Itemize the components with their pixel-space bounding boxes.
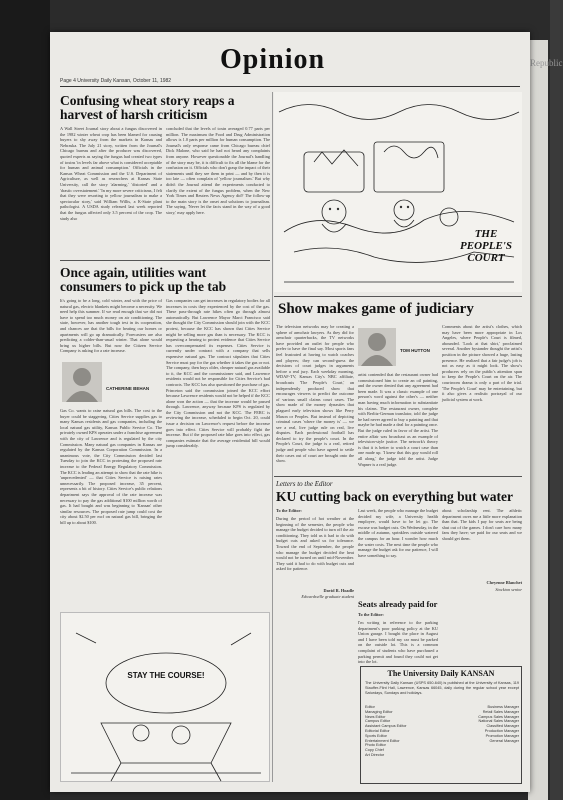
peoples-court-cartoon (274, 92, 522, 292)
adjacent-page-text: Republic (530, 58, 563, 68)
staff-role: Editor (365, 705, 375, 709)
seats-headline: Seats already paid for (358, 599, 438, 609)
wheat-column-2: concluded that the levels of toxin averaged 0.77 parts per million. The maximum the Food and Drug Administration allows is 1.0 parts per million for human consumption. The Journal's only response came from Chicago bureau chief Dick Malone, who said he had not heard any complaints from anyone. However questionable the Journal's handling of the story may be, it is difficult to fix all the blame for the confusion on it. Officials who don't grasp the impact of their statements until they see them in print — and by then it is too late — often complain of 'yellow journalism.' But why didn't the Journal attend the experiments conducted to clarify the extent of the fungus problem, when the New York Times and Reuters News Agency did? The follow-up to the main story is the onset and solutions to journalism. The saying, 'Never let the facts stand in the way of a good story,' may apply here. (166, 126, 270, 215)
staff-role: Campus Editor (365, 719, 391, 724)
staff-role: Copy Chief (365, 748, 384, 753)
staff-role: Photo Editor (365, 743, 386, 748)
staff-box-title: The University Daily KANSAN (387, 669, 495, 678)
utilities-headline: Once again, utilities want consumers to pick up the tab (60, 265, 227, 295)
page-meta: Page 4 University Daily Kansan, October 11, 1982 (60, 78, 172, 84)
seats-column: I'm writing in reference to the parking department's poor parking policy at the KU Union garage. I bought the place in August and I have been told my car must be parked on the outside lot. This is a common complaint of students who have purchased a parking permit and found they could not get into the lot. (358, 620, 438, 665)
letters-kicker: Letters to the Editor (276, 480, 333, 488)
staff-role: National Sales Manager (478, 719, 519, 724)
staff-role: General Manager (489, 738, 519, 743)
columnist-photo-behan (62, 362, 102, 402)
staff-business-list (445, 705, 519, 743)
ku-signature-1-title: Edwardsville graduate student (301, 594, 354, 599)
ku-signature-2-title: Stockton senior (495, 587, 522, 592)
judiciary-headline: Show makes game of judiciary (278, 301, 474, 317)
judiciary-byline: TOM HUTTON (400, 348, 430, 353)
wheat-bottom-rule (60, 260, 270, 261)
staff-role: Managing Editor (365, 709, 393, 714)
binder-edge (0, 0, 50, 800)
judiciary-top-rule (274, 296, 522, 297)
wheat-headline: Confusing wheat story reaps a harvest of harsh criticism (60, 93, 235, 123)
wheat-column-1: A Wall Street Journal story about a fungus discovered in the 1982 winter wheat crop has been blamed for causing buyers to shy away from the markets in Kansas and Nebraska. The July 21 story, written from the Journal's Chicago bureau and after the producer was discovered, quoted experts as saying the fungus had created two types of toxins 'in levels far above what is considered acceptable for human and animal consumption.' Officials in the Kansas Wheat Commission and the U.S. Department of Agriculture, as well as researchers at Kansas State University, call the story 'alarming,' 'distorted' and a 'drastic overstatement.' 'In my more severe criticisms, I felt that they were resorting to yellow journalism to make a spectacular story,' said William Willis, a K-State plant pathologist. A USDA study released last week reported that the fungus affected only 3.5 percent of the crop. The study also (60, 126, 162, 221)
ku-column-2: Last week, the people who manage the budget decided my wife, a University health employee, would have to be let go. The excuse was budget cuts. On Wednesday, in the middle of autumn, sprinklers outside watered the campus for an hour. I wonder how much the water costs. The next time the people who manage the budget ask for our patience, I will have something to say. (358, 508, 438, 558)
staff-role: Assistant Campus Editor (365, 724, 407, 729)
staff-role: Classified Manager (486, 724, 519, 729)
ku-column-4: about scholarship rent. The athletic department owes me a little more explanation than that. The kids I pay for seats are being shut out of the games. I don't care how many fans they have; we paid for our seats and we should get them. (442, 508, 522, 541)
letters-top-rule (274, 476, 522, 477)
judiciary-column-3: Comments about the artist's clothes, which may have been more appropriate in Los Angeles, where People's Court is filmed, abounded. 'Look at that shirt,' proclaimed several. Another bystander thought the artist's position in the picture showed a huge, lasting presence. He realized that a fair judge's job is not as easy as it might look. The show's producers rely on the public's attention span to keep the People's Court on the air. The courtroom drama is only a part of the trial. 'The People's Court' may be entertaining, but it also gives a realistic portrayal of our judicial system at work. (442, 324, 522, 402)
ku-column-1: During the period of hot weather at the beginning of the semester, the people who manage the budget decided to turn off the air conditioning. They told us it had to do with budget cuts and asked us for tolerance. Toward the end of September, the people who manage the budget decided the heat would not be turned on until mid-November. They said it had to do with budget cuts and asked for patience. (276, 516, 354, 572)
stay-the-course-illustration (61, 613, 271, 783)
masthead (60, 36, 520, 88)
staff-role: Promotion Manager (485, 733, 519, 738)
utilities-column-1: It's going to be a long, cold winter, and with the price of natural gas, electric blankets might become a necessity. We need help this summer. If we read enough that we did not have to spend too much money on air conditioning. The state, however, has another tough test in its cooperation, and chances are that the bills for heating our homes or apartments will go up dramatically. Forecasters are also predicting a colder-than-usual winter. That alone would bring us higher bills. But now the Citizen Service Company is asking for a rate increase. (60, 298, 162, 354)
ku-signature-1: David R. Hoadle (323, 588, 354, 593)
cartoon-stay-course-text: STAY THE COURSE! (127, 671, 205, 680)
staff-box-blurb: The University Daily Kansan (USPS 650-640) is published at the University of Kansas, 119 Stauffer-Flint Hall, Lawrence, Kansas 66045, daily during the regular school year except Saturdays, Sundays and holidays. (365, 681, 519, 695)
column-divider (272, 92, 273, 782)
staff-role: Production Manager (484, 728, 519, 733)
ku-signature-2: Cheyenne Blanchet (486, 580, 522, 585)
judiciary-column-2: artist contended that the restaurant owner had commissioned him to create an oil painting, and the owner denied that any agreement had been made. It was a classic example of one person's word against the other's — neither man having much information to substantiate his claims. The restaurant owner, complete with Berlitz-German translator, told the judge he had never agreed to buy a painting and that maybe he had made a deal for a painting once. But the judge ruled in favor of the artist. The entire affair was broadcast as an example of television-style justice. The network's theory is that it is better to watch a court case than one made up. 'I knew that this guy would roll all along,' the judge told the artist. Judge Wapner is a real judge. (358, 372, 438, 467)
staff-role: Art Director (365, 752, 385, 757)
utilities-column-2: Gas companies can get increases in regulatory bodies for all increases in costs they experienced by the cost of the gas. These pass-through rate hikes often go through almost automatically. But Lawrence Mayor Marci Francisco said she thought the City Commission should join with the KCC protest, because the KCC has shown that Cities Service might be selling more gas than is necessary. The KCC is requesting a hearing to protest evidence that Cities Service has overcompensated its expenses. Cities Service is currently under contract with a company that sells expensive natural gas. The contract stipulates that Cities Service must pay for the gas whether it takes the gas or not. The company, then buys older, cheaper natural gas available to it, the KCC and the commissioner said, and Lawrence residents would not be responsible for Cities Service's bad contracts. The KCC has also questioned the purchase of gas. Princeton said the commission joined the KCC effort because Lawrence residents would not be helped if the KCC alone won the action — that the increase would be passed through. Lawrence, anyway because KPS is regulated by the City Commission and not the KCC. The FERC is reviewing the increase, scheduled to begin Oct. 20, could issue a decision on Lawrence's request before the increase goes into effect. Cities Service will probably fight the increase. But if the proposed rate hike goes into effect, gas companies estimate that the average residential bill would jump considerably. (166, 298, 270, 449)
staff-role: Retail Sales Manager (482, 709, 519, 714)
staff-editorial-list (365, 705, 439, 758)
ku-headline: KU cutting back on everything but water (276, 489, 513, 504)
utilities-byline: CATHERINE BEHAN (106, 386, 150, 391)
staff-role: News Editor (365, 714, 386, 719)
newspaper-page (50, 32, 530, 792)
columnist-photo-hutton (358, 328, 396, 366)
stay-the-course-cartoon (60, 612, 270, 782)
staff-role: Editorial Editor (365, 728, 390, 733)
cartoon-court-sign: THE PEOPLE'S COURT (460, 228, 512, 264)
adjacent-page-edge (528, 40, 548, 800)
seats-salutation: To the Editor: (358, 612, 384, 617)
ku-salutation: To the Editor: (276, 508, 302, 513)
staff-role: Entertainment Editor (365, 738, 400, 743)
section-title: Opinion (220, 44, 326, 75)
staff-role: Business Manager (487, 705, 519, 709)
staff-box (360, 666, 522, 784)
staff-role: Campus Sales Manager (478, 714, 519, 719)
masthead-rule (60, 86, 520, 87)
staff-role: Sports Editor (365, 733, 387, 738)
judiciary-column-1: The television networks may be creating a sphere of armchair lawyers. As they did for armchair quarterbacks, the TV networks have provided an outlet for people who prefer to have the final say. Most sports fans feel frustrated at having to watch coaches and players; they can second-guess the decisions of court judges in arguments before a real jury. Each weekday morning, WDAF-TV, Kansas City's NBC affiliate, broadcasts 'The People's Court,' an independently produced show that encourages viewers to predict the outcome of various small claims court cases. The show made of the money dynasties that plagued early television shows like Perry Mason or Peoples. But instead of depicting criminal cases 'where the money is' — we see a real, live judge rule on real, live disputes. Each professional football has declared to try the people's court. In the People's Court, the judge is a real, retired judge and people who have agreed to settle their cases out of court are brought onto the show. (276, 324, 354, 464)
utilities-column-1b: Gas Co. wants to raise natural gas bills. The cost to the buyer could be staggering. Cities Service supplies gas to many Kansas residents and gas companies, including the local natural gas utility, Kansas Public Service Co. The privately owned KPS operates under a franchise agreement with the city of Lawrence and is regulated by the city Commission. Many natural gas companies in Kansas are regulated by the Kansas Corporation Commission. In a unanimous vote, the City Commission decided last Tuesday to join the KCC in protesting the proposed rate increase to the Federal Energy Regulatory Commission. The KCC is leading an attempt to show that the rate hike is 'unprecedented' — that Cities Service is raising rates unnecessarily. The proposed increase, 35 percent, represents a bit of history. Cities Service's public relations department says the approval of the rate increase was necessary to pay the gas additional $100 million worth of gas. It had bought and was beginning to 'Kansan' other similar resources. The proposed rate jump could cost the city about $2.50 per mcf on natural gas bill, bringing the bill up to about $100. (60, 408, 162, 525)
